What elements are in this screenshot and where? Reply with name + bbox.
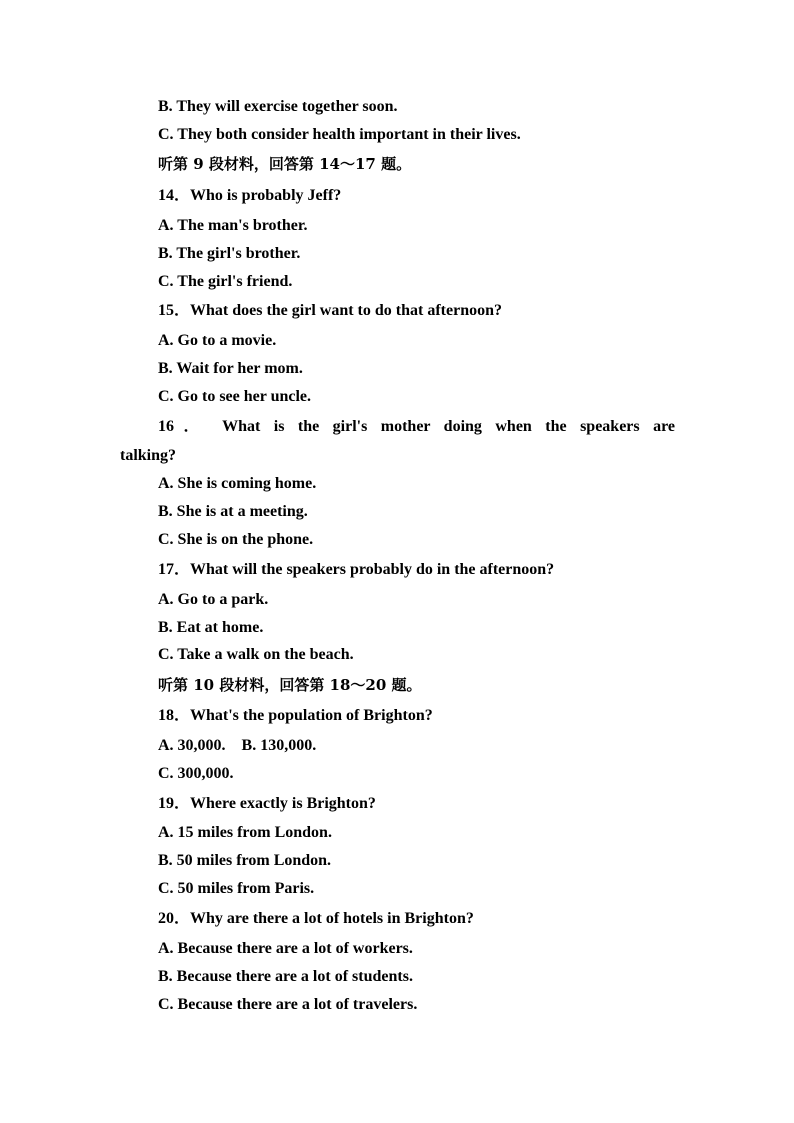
option-15c: C. Go to see her uncle. (158, 388, 312, 405)
option-17c: C. Take a walk on the beach. (158, 646, 354, 663)
question-16-line1: 16． What is the girl's mother doing when the speakers are (158, 418, 675, 435)
option-c-q13: C. They both consider health important in their lives. (158, 126, 521, 143)
option-16a: A. She is coming home. (158, 475, 317, 492)
question-16-line2: talking? (120, 447, 177, 464)
question-20: 20．Why are there a lot of hotels in Brighton? (158, 910, 474, 927)
option-19c: C. 50 miles from Paris. (158, 880, 315, 897)
question-19: 19．Where exactly is Brighton? (158, 795, 376, 812)
section-heading-10: 听第 10 段材料，回答第 18～20 题。 (158, 676, 422, 694)
option-19a: A. 15 miles from London. (158, 824, 332, 841)
question-14: 14．Who is probably Jeff? (158, 187, 342, 204)
option-19b: B. 50 miles from London. (158, 852, 332, 869)
section-heading-9: 听第 9 段材料，回答第 14～17 题。 (158, 155, 412, 173)
option-17b: B. Eat at home. (158, 619, 264, 636)
option-14c: C. The girl's friend. (158, 273, 293, 290)
option-16c: C. She is on the phone. (158, 531, 314, 548)
option-20c: C. Because there are a lot of travelers. (158, 996, 418, 1013)
option-20b: B. Because there are a lot of students. (158, 968, 413, 985)
option-20a: A. Because there are a lot of workers. (158, 940, 413, 957)
question-17: 17．What will the speakers probably do in the afternoon? (158, 561, 555, 578)
option-17a: A. Go to a park. (158, 591, 269, 608)
option-14b: B. The girl's brother. (158, 245, 301, 262)
option-15a: A. Go to a movie. (158, 332, 277, 349)
option-16b: B. She is at a meeting. (158, 503, 308, 520)
question-18: 18．What's the population of Brighton? (158, 707, 433, 724)
option-18c: C. 300,000. (158, 765, 234, 782)
option-18ab: A. 30,000. B. 130,000. (158, 737, 317, 754)
option-b-q13: B. They will exercise together soon. (158, 98, 398, 115)
option-15b: B. Wait for her mom. (158, 360, 303, 377)
option-14a: A. The man's brother. (158, 217, 308, 234)
question-15: 15．What does the girl want to do that afternoon? (158, 302, 502, 319)
